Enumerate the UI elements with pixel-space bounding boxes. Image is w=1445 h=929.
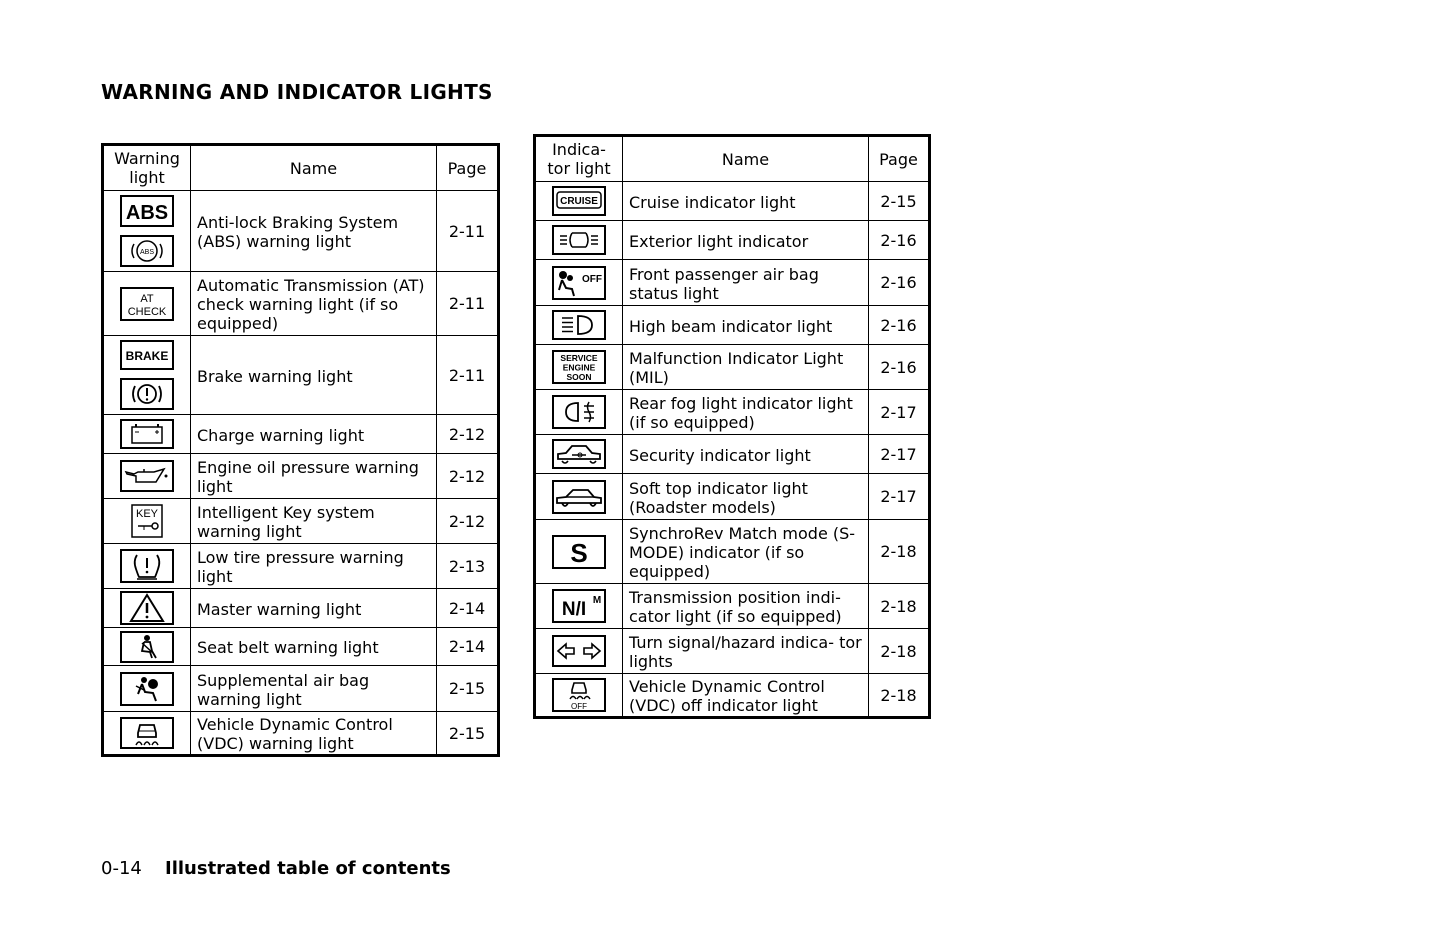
rear-fog-icon [552,395,606,429]
exterior-light-icon [552,225,606,255]
row-page: 2-18 [869,520,930,584]
row-page: 2-12 [437,454,499,499]
soft-top-icon [552,480,606,514]
svg-text:S: S [570,537,588,568]
svg-text:OFF: OFF [582,273,602,285]
svg-text:M: M [592,595,602,606]
row-name: Brake warning light [191,336,437,415]
table-row [535,474,930,520]
row-page: 2-15 [869,182,930,221]
row-name: Seat belt warning light [191,628,437,666]
row-page: 2-16 [869,306,930,345]
abs-circle-icon [120,235,174,267]
row-page: 2-16 [869,260,930,306]
table-row [535,221,930,260]
abs-icon [120,195,174,227]
brake-icon [120,340,174,370]
svg-text:CRUISE: CRUISE [560,196,598,207]
svg-text:OFF: OFF [571,702,587,711]
row-name: Anti-lock Braking System (ABS) warning light [191,191,437,272]
table-row [535,260,930,306]
brake-circle-icon [120,378,174,410]
row-name: Exterior light indicator [623,221,869,260]
at-check-icon [120,287,174,321]
row-name: Supplemental air bag warning light [191,666,437,712]
row-page: 2-11 [437,191,499,272]
vdc-icon [120,717,174,749]
svg-text:N/I: N/I [561,599,587,620]
row-page: 2-16 [869,221,930,260]
row-name: Automatic Transmission (AT) check warning light (if so equipped) [191,272,437,336]
table-row [103,628,499,666]
air-bag-icon [120,672,174,706]
key-icon [120,504,174,538]
row-name: SynchroRev Match mode (S-MODE) indicator (if so equipped) [623,520,869,584]
svg-text:SOON: SOON [566,372,592,382]
table-row [535,306,930,345]
table-row [535,182,930,221]
page-number: 0-14 [101,858,142,879]
svg-text:ENGINE: ENGINE [562,362,596,373]
row-page: 2-18 [869,584,930,629]
row-name: Low tire pressure warning light [191,544,437,589]
row-name: Security indicator light [623,435,869,474]
service-engine-soon-icon [552,350,606,384]
tire-pressure-icon [120,549,174,583]
column-header-indicator-light: Indica- tor light [535,136,623,182]
row-page: 2-17 [869,474,930,520]
column-header-name: Name [191,145,437,191]
row-page: 2-11 [437,336,499,415]
row-name: Malfunction Indicator Light (MIL) [623,345,869,390]
table-row [535,345,930,390]
s-mode-icon [552,535,606,569]
column-header-warning-light: Warning light [103,145,191,191]
svg-text:AT: AT [140,292,154,305]
table-row [103,712,499,756]
section-title: Illustrated table of contents [165,858,451,879]
row-name: Vehicle Dynamic Control (VDC) warning light [191,712,437,756]
column-header-name: Name [623,136,869,182]
passenger-airbag-off-icon [552,266,606,300]
warning-lights-table [101,143,500,757]
column-header-page: Page [869,136,930,182]
vdc-off-icon [552,678,606,712]
table-row [535,584,930,629]
table-row [103,544,499,589]
security-icon [552,439,606,469]
seat-belt-icon [120,631,174,663]
row-name: High beam indicator light [623,306,869,345]
svg-text:KEY: KEY [135,508,159,520]
row-page: 2-14 [437,628,499,666]
row-name: Cruise indicator light [623,182,869,221]
row-name: Intelligent Key system warning light [191,499,437,544]
row-name: Front passenger air bag status light [623,260,869,306]
table-row [103,666,499,712]
table-row [535,435,930,474]
row-name: Engine oil pressure warning light [191,454,437,499]
page-title: WARNING AND INDICATOR LIGHTS [101,80,493,104]
row-page: 2-11 [437,272,499,336]
row-page: 2-12 [437,499,499,544]
row-name: Master warning light [191,589,437,628]
column-header-page: Page [437,145,499,191]
svg-text:ABS: ABS [125,202,169,224]
row-name: Charge warning light [191,415,437,454]
row-name: Vehicle Dynamic Control (VDC) off indicator light [623,674,869,718]
oil-can-icon [120,460,174,492]
master-warning-icon [120,591,174,625]
table-row [535,520,930,584]
indicator-lights-table [533,134,931,719]
row-page: 2-17 [869,390,930,435]
table-row [535,390,930,435]
svg-text:SERVICE: SERVICE [560,353,598,363]
table-row [535,674,930,718]
table-row [103,191,499,272]
table-row [103,454,499,499]
svg-text:CHECK: CHECK [127,305,167,318]
table-row [103,589,499,628]
row-name: Rear fog light indicator light (if so equipped) [623,390,869,435]
row-name: Turn signal/hazard indica- tor lights [623,629,869,674]
high-beam-icon [552,310,606,340]
row-page: 2-15 [437,712,499,756]
row-page: 2-16 [869,345,930,390]
row-page: 2-14 [437,589,499,628]
battery-icon [120,419,174,449]
row-name: Transmission position indi- cator light (if so equipped) [623,584,869,629]
row-page: 2-12 [437,415,499,454]
row-page: 2-18 [869,629,930,674]
table-row [103,336,499,415]
table-row [103,272,499,336]
row-name: Soft top indicator light (Roadster models) [623,474,869,520]
transmission-position-icon [552,589,606,623]
row-page: 2-17 [869,435,930,474]
table-row [103,499,499,544]
row-page: 2-15 [437,666,499,712]
row-page: 2-13 [437,544,499,589]
svg-text:ABS: ABS [139,249,155,256]
turn-signal-icon [552,635,606,667]
table-row [103,415,499,454]
svg-text:BRAKE: BRAKE [125,349,169,363]
cruise-icon [552,186,606,216]
table-row [535,629,930,674]
row-page: 2-18 [869,674,930,718]
